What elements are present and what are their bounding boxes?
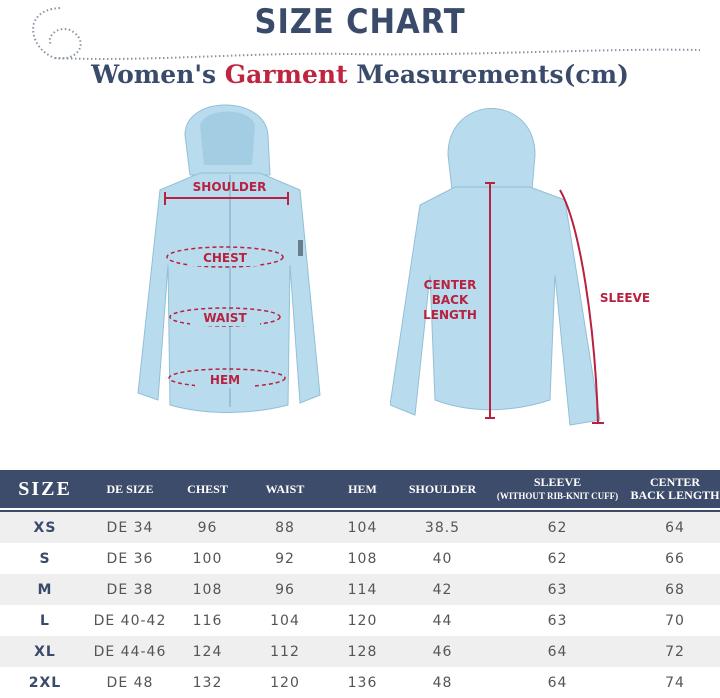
cbl-line-3: LENGTH bbox=[423, 308, 477, 322]
table-row bbox=[0, 605, 720, 636]
subtitle-pre: Women's bbox=[91, 60, 225, 89]
cell-hem: 114 bbox=[325, 574, 400, 605]
cell-de-size: DE 36 bbox=[106, 550, 154, 567]
table-row bbox=[0, 512, 720, 543]
subtitle-post: Measurements(cm) bbox=[347, 60, 629, 89]
jacket-back-icon bbox=[390, 95, 690, 435]
label-waist: WAIST bbox=[190, 311, 260, 326]
cell-size: M bbox=[0, 574, 90, 605]
cell-cbl: 74 bbox=[665, 674, 685, 691]
col-waist: WAIST bbox=[245, 470, 325, 509]
cbl-line-2: BACK bbox=[431, 293, 469, 307]
table-header-row bbox=[0, 470, 720, 509]
col-sleeve bbox=[485, 470, 630, 509]
cell-hem: 136 bbox=[347, 674, 378, 691]
page-title: SIZE CHART bbox=[254, 2, 466, 42]
cell-size: L bbox=[40, 612, 50, 629]
cell-cbl: 64 bbox=[630, 512, 720, 543]
label-shoulder: SHOULDER bbox=[192, 180, 267, 194]
size-table bbox=[0, 470, 720, 698]
cell-hem: 104 bbox=[325, 512, 400, 543]
cell-size: XS bbox=[0, 512, 90, 543]
cell-shoulder: 38.5 bbox=[400, 512, 485, 543]
cell-shoulder: 48 bbox=[432, 674, 453, 691]
cell-waist: 92 bbox=[275, 550, 295, 567]
cell-sleeve: 64 bbox=[485, 636, 630, 667]
cell-size: 2XL bbox=[28, 674, 62, 691]
cell-waist: 88 bbox=[245, 512, 325, 543]
cell-cbl: 66 bbox=[665, 550, 685, 567]
cell-shoulder: 46 bbox=[400, 636, 485, 667]
cell-waist: 112 bbox=[245, 636, 325, 667]
label-sleeve: SLEEVE bbox=[599, 291, 651, 305]
col-chest: CHEST bbox=[170, 470, 245, 509]
col-size: SIZE bbox=[0, 470, 90, 509]
cell-hem: 128 bbox=[325, 636, 400, 667]
cell-waist: 96 bbox=[245, 574, 325, 605]
cell-sleeve: 62 bbox=[547, 550, 568, 567]
cbl-header-1: CENTER bbox=[649, 475, 700, 489]
cell-sleeve: 63 bbox=[547, 612, 568, 629]
table-row bbox=[0, 574, 720, 605]
jacket-front-illustration bbox=[120, 95, 350, 425]
cell-cbl: 72 bbox=[630, 636, 720, 667]
col-hem: HEM bbox=[325, 470, 400, 509]
cell-size: S bbox=[39, 550, 51, 567]
cell-shoulder: 44 bbox=[432, 612, 453, 629]
cell-chest: 108 bbox=[170, 574, 245, 605]
cell-waist: 120 bbox=[270, 674, 300, 691]
cell-sleeve: 62 bbox=[485, 512, 630, 543]
sleeve-header: SLEEVE bbox=[533, 474, 582, 489]
cell-chest: 132 bbox=[192, 674, 223, 691]
cell-chest: 96 bbox=[170, 512, 245, 543]
col-de-size: DE SIZE bbox=[90, 470, 170, 509]
cell-waist: 104 bbox=[270, 612, 300, 629]
cbl-header-2: BACK LENGTH bbox=[630, 488, 720, 502]
cell-cbl: 70 bbox=[665, 612, 685, 629]
cell-sleeve: 64 bbox=[547, 674, 568, 691]
cell-hem: 120 bbox=[347, 612, 378, 629]
cell-shoulder: 40 bbox=[432, 550, 453, 567]
jacket-back-illustration bbox=[390, 95, 690, 435]
cell-de-size: DE 34 bbox=[90, 512, 170, 543]
cell-de-size: DE 38 bbox=[90, 574, 170, 605]
page-subtitle bbox=[0, 60, 720, 89]
table-row bbox=[0, 667, 720, 698]
cell-size: XL bbox=[0, 636, 90, 667]
label-hem: HEM bbox=[195, 373, 255, 388]
sleeve-note: (WITHOUT RIB-KNIT CUFF) bbox=[496, 490, 619, 501]
cell-hem: 108 bbox=[347, 550, 378, 567]
subtitle-accent: Garment bbox=[224, 60, 348, 89]
label-center-back-length bbox=[420, 278, 480, 323]
cell-de-size: DE 40-42 bbox=[93, 612, 167, 629]
cell-de-size: DE 48 bbox=[106, 674, 154, 691]
col-center-back-length bbox=[630, 470, 720, 509]
cell-chest: 116 bbox=[192, 612, 223, 629]
cell-cbl: 68 bbox=[630, 574, 720, 605]
label-chest: CHEST bbox=[190, 251, 260, 266]
cell-chest: 100 bbox=[192, 550, 223, 567]
cbl-line-1: CENTER bbox=[423, 278, 477, 292]
cell-sleeve: 63 bbox=[485, 574, 630, 605]
table-row bbox=[0, 543, 720, 574]
cell-de-size: DE 44-46 bbox=[90, 636, 170, 667]
col-shoulder: SHOULDER bbox=[400, 470, 485, 509]
table-row bbox=[0, 636, 720, 667]
cell-chest: 124 bbox=[170, 636, 245, 667]
cell-shoulder: 42 bbox=[400, 574, 485, 605]
